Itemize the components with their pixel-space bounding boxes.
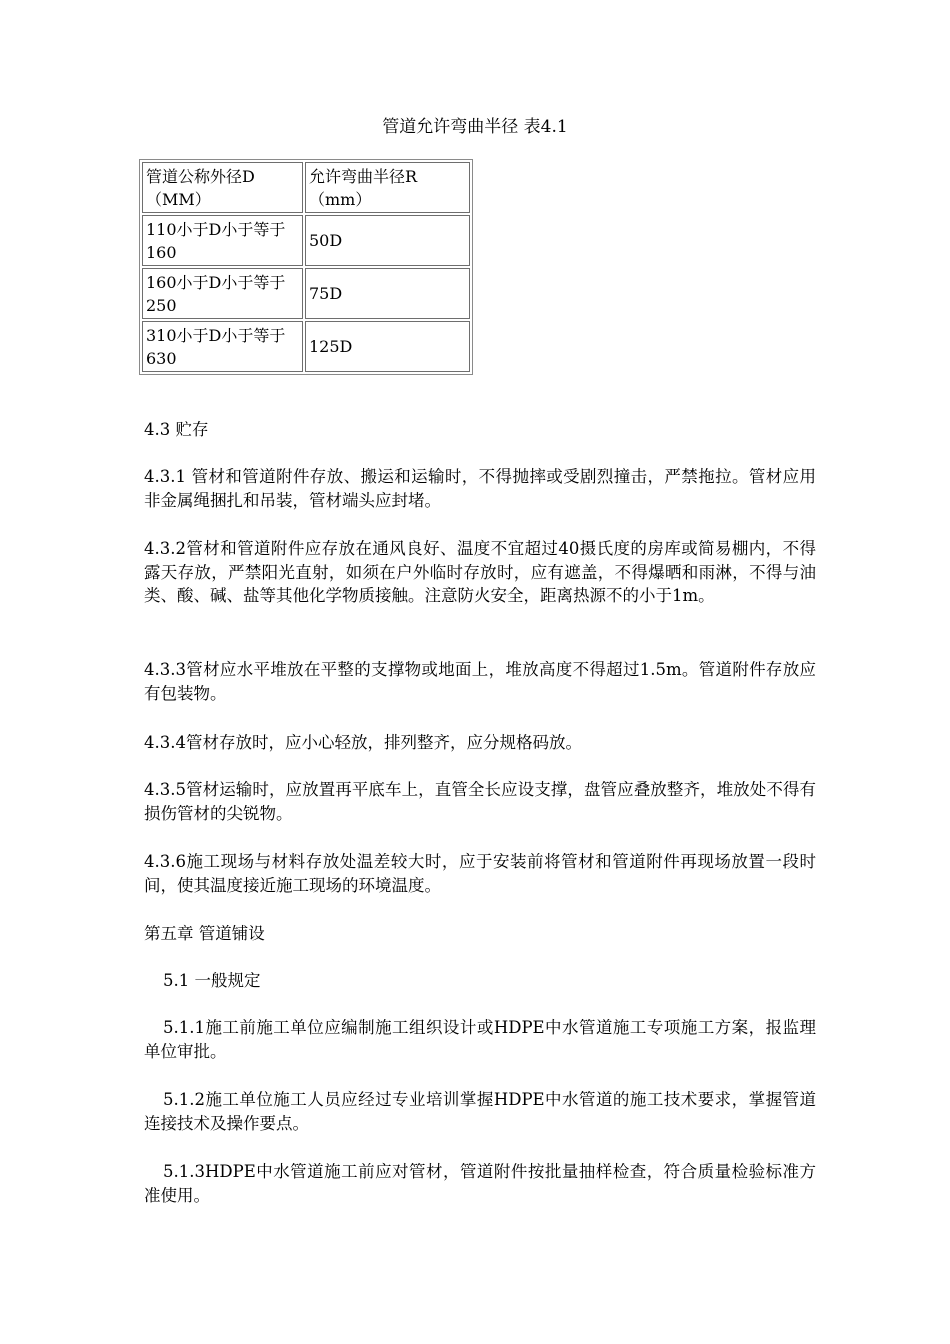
paragraph-5-1-3: 5.1.3HDPE中水管道施工前应对管材，管道附件按批量抽样检查，符合质量检验标准方准使用。 [144, 1162, 816, 1205]
table-row [142, 268, 470, 319]
section-heading-4-3: 4.3 贮存 [144, 420, 209, 439]
paragraph-4-3-6: 4.3.6施工现场与材料存放处温差较大时，应于安装前将管材和管道附件再现场放置一段时间，使其温度接近施工现场的环境温度。 [144, 852, 816, 895]
cell-range: 160小于D小于等于250 [142, 268, 303, 319]
chapter-heading-5: 第五章 管道铺设 [144, 924, 265, 943]
table-header-row [142, 162, 470, 213]
paragraph-4-3-2: 4.3.2管材和管道附件应存放在通风良好、温度不宜超过40摄氏度的房库或简易棚内，不得露天存放，严禁阳光直射，如须在户外临时存放时，应有遮盖，不得爆晒和雨淋，不得与油类、酸、碱、盐等其他化学物质接触。注意防火安全，距离热源不的小于1m。 [144, 539, 816, 605]
cell-radius: 125D [305, 321, 470, 372]
table-row [142, 321, 470, 372]
table-caption: 管道允许弯曲半径 表4.1 [382, 117, 568, 137]
paragraph-4-3-1: 4.3.1 管材和管道附件存放、搬运和运输时，不得抛摔或受剧烈撞击，严禁拖拉。管材应用非金属绳捆扎和吊装，管材端头应封堵。 [144, 467, 816, 510]
header-bend-radius: 允许弯曲半径R（mm） [305, 162, 470, 213]
paragraph-4-3-5: 4.3.5管材运输时，应放置再平底车上，直管全长应设支撑，盘管应叠放整齐，堆放处不得有损伤管材的尖锐物。 [144, 780, 816, 823]
paragraph-4-3-4: 4.3.4管材存放时，应小心轻放，排列整齐，应分规格码放。 [144, 733, 582, 752]
bend-radius-table [139, 159, 473, 375]
section-heading-5-1: 5.1 一般规定 [163, 971, 261, 990]
header-outer-diameter: 管道公称外径D（MM） [142, 162, 303, 213]
cell-range: 310小于D小于等于630 [142, 321, 303, 372]
cell-radius: 75D [305, 268, 470, 319]
paragraph-4-3-3: 4.3.3管材应水平堆放在平整的支撑物或地面上，堆放高度不得超过1.5m。管道附件存放应有包装物。 [144, 660, 816, 703]
paragraph-5-1-2: 5.1.2施工单位施工人员应经过专业培训掌握HDPE中水管道的施工技术要求，掌握管道连接技术及操作要点。 [144, 1090, 816, 1133]
cell-radius: 50D [305, 215, 470, 266]
cell-range: 110小于D小于等于160 [142, 215, 303, 266]
paragraph-5-1-1: 5.1.1施工前施工单位应编制施工组织设计或HDPE中水管道施工专项施工方案，报监理单位审批。 [144, 1018, 816, 1061]
table-row [142, 215, 470, 266]
